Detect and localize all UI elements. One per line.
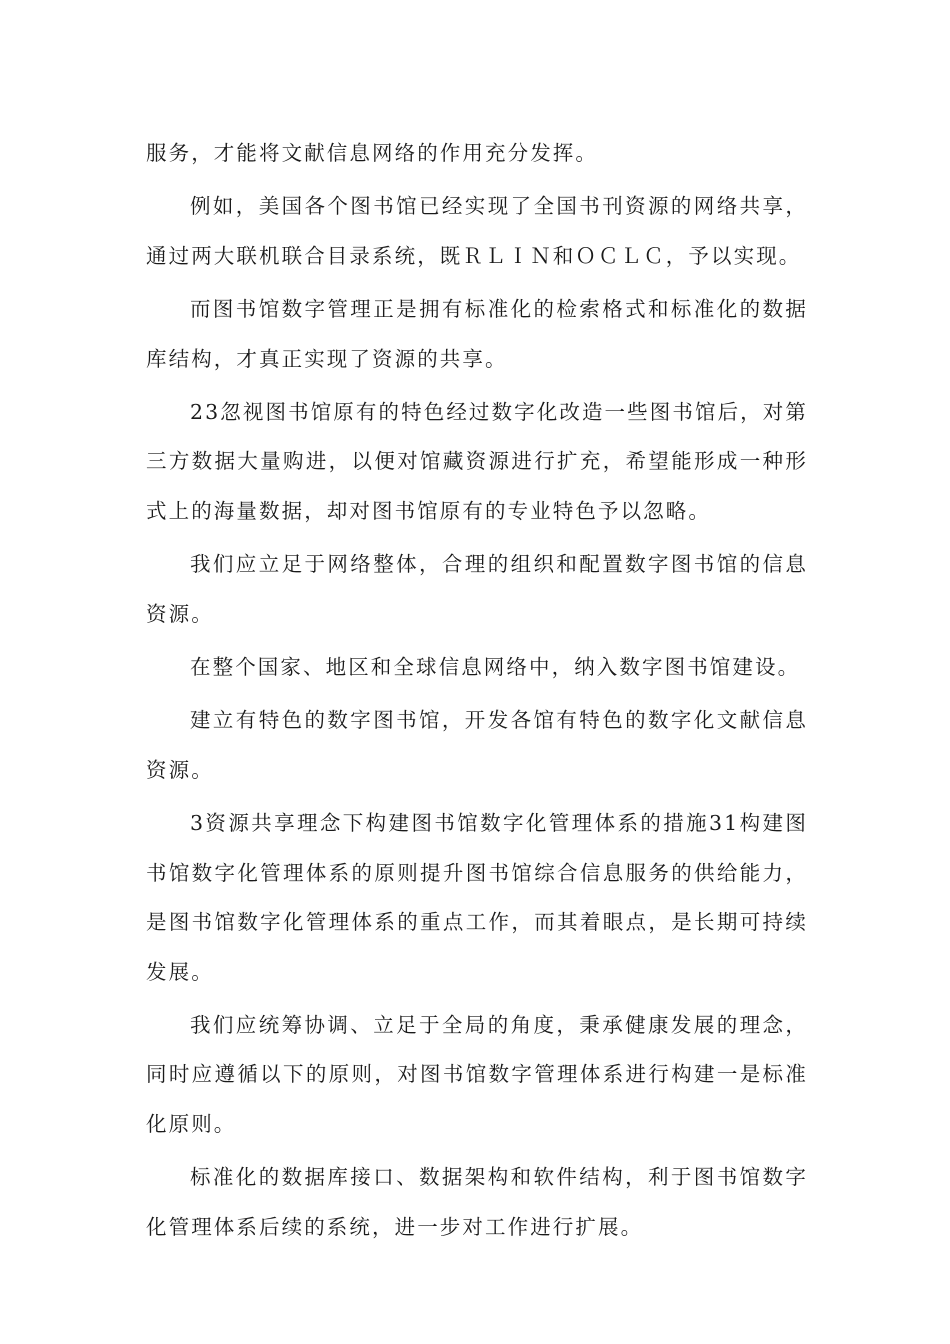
paragraph-2: 例如，美国各个图书馆已经实现了全国书刊资源的网络共享，通过两大联机联合目录系统，既ＲＬＩＮ和ＯＣＬＣ，予以实现。 xyxy=(146,194,808,268)
paragraph-1: 服务，才能将文献信息网络的作用充分发挥。 xyxy=(146,141,598,165)
paragraph-8: 3资源共享理念下构建图书馆数字化管理体系的措施31构建图书馆数字化管理体系的原则提升图书馆综合信息服务的供给能力，是图书馆数字化管理体系的重点工作，而其着眼点，是长期可持续发展。 xyxy=(146,811,808,984)
paragraph-7: 建立有特色的数字图书馆，开发各馆有特色的数字化文献信息资源。 xyxy=(146,708,808,782)
paragraph-5: 我们应立足于网络整体，合理的组织和配置数字图书馆的信息资源。 xyxy=(146,552,808,626)
paragraph-3: 而图书馆数字管理正是拥有标准化的检索格式和标准化的数据库结构，才真正实现了资源的共享。 xyxy=(146,297,808,371)
paragraph-10: 标准化的数据库接口、数据架构和软件结构，利于图书馆数字化管理体系后续的系统，进一步对工作进行扩展。 xyxy=(146,1165,808,1239)
paragraph-9: 我们应统筹协调、立足于全局的角度，秉承健康发展的理念，同时应遵循以下的原则，对图书馆数字管理体系进行构建一是标准化原则。 xyxy=(146,1012,808,1136)
paragraph-4: 23忽视图书馆原有的特色经过数字化改造一些图书馆后，对第三方数据大量购进，以便对馆藏资源进行扩充，希望能形成一种形式上的海量数据，却对图书馆原有的专业特色予以忽略。 xyxy=(146,400,808,523)
paragraph-6: 在整个国家、地区和全球信息网络中，纳入数字图书馆建设。 xyxy=(190,655,801,680)
document-body xyxy=(146,129,808,1256)
